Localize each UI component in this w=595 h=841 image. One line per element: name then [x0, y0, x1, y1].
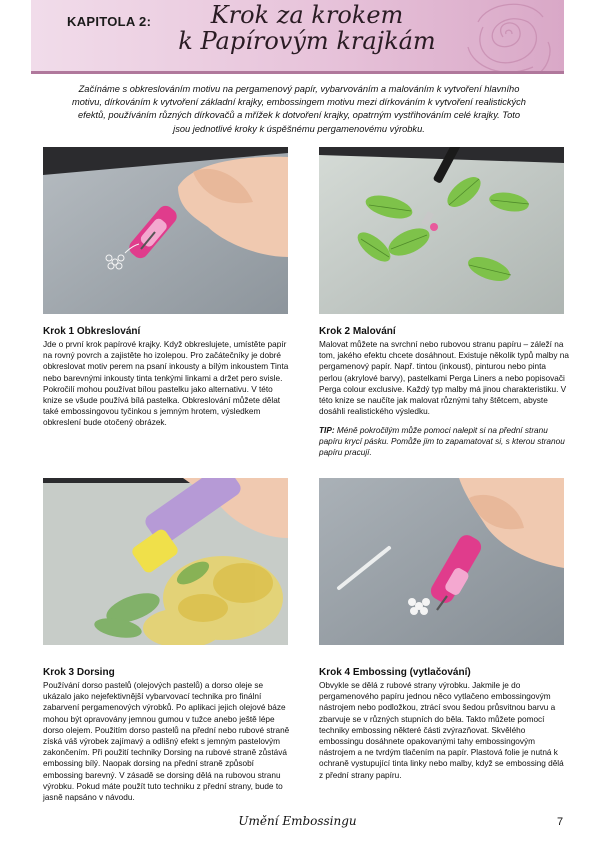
- step1-title: Krok 1 Obkreslování: [43, 326, 141, 337]
- step1-photo: [43, 147, 288, 314]
- step2-title: Krok 2 Malování: [319, 326, 396, 337]
- tip-text: Méně pokročilým může pomoci nalepit si na přední stranu papíru krycí pásku. Pomůže jim to zapamatovat si, s kterou stranou papíru pracují.: [319, 426, 565, 458]
- intro-paragraph: Začínáme s obkreslováním motivu na pergamenový papír, vybarvováním a malováním k vytvoření hlavního motivu, dírkováním k vytvoření základní krajky, embossingem motivu mezi dírkováním k vytvoření realistických efektů, používáním různých dírkovačů a mřížek k dotvoření krajky, opatrným vystřihováním celé krajky. Toto jsou jednotlivé kroky k úspěšnému pergamenovému výrobku.: [72, 84, 526, 134]
- footer-book-title: Umění Embossingu: [238, 814, 357, 828]
- step4-block: [319, 667, 569, 781]
- step2-text: Malovat můžete na svrchní nebo rubovou stranu papíru – záleží na tom, jakého efektu chcete dosáhnout. Existuje několik typů malby na pergamenový papír. Např. tintou (inkoust), pinturou nebo pinta perlou (akrylové barvy), pastelkami Perga Liners a nebo popisovači Perga colour exclusive. Každý typ malby má jinou charakteristiku. V této knize se naučíte jak malovat různými tahy štětcem, abyste dosáhli realistického výsledku.: [319, 340, 569, 417]
- rose-decoration-icon: [448, 0, 558, 74]
- chapter-header-banner: [31, 0, 564, 74]
- step1-text: Jde o první krok papírové krajky. Když obkreslujete, umístěte papír na rovný povrch a zajistěte ho izolepou. Pro začátečníky je dobré obkreslovat motiv perem na psaní inkousty a bílým inkoustem Tinta nebo barevnými inkousty tinta tenkými linkami a držet pero svisle. Pokročilí mohou používat bílou pastelku jako alternativu. V této knize se všude používá bílá pastelka. Obkreslování můžete dělat také embossingovou tyčinkou s jemným hrotem, výsledkem obkreslení bude otočený obrázek.: [43, 340, 289, 428]
- step3-block: [43, 667, 293, 803]
- step3-title: Krok 3 Dorsing: [43, 667, 115, 678]
- page-number: 7: [557, 816, 564, 828]
- page-footer: [0, 813, 595, 833]
- chapter-title-line2: k Papírovým krajkám: [178, 27, 436, 55]
- step4-title: Krok 4 Embossing (vytlačování): [319, 667, 471, 678]
- step2-block: [319, 326, 569, 417]
- tip-box: [319, 425, 569, 459]
- step4-photo: [319, 478, 564, 645]
- step1-block: [43, 326, 293, 429]
- step3-text: Používání dorso pastelů (olejových pastelů) a dorso oleje se ukázalo jako nejefektivnější vybarvovací technika pro finální zabarvení pergamenových výrobků. Po aplikaci jejich olejové báze mohou být opravovány jemnou gumou v tužce anebo ještě lépe dorso olejem. Použitím dorso pastelů na přední nebo rubové straně získá váš výrobek zajímavý a odlišný efekt s jemným pastelovým zakončením. Při použití techniky Dorsing na rubové straně zůstává embossing bílý. Naopak dorsing na přední straně způsobí embossing barevný. V zásadě se dorsing dělá na rubovou stranu výrobku. Pokud máte použít tuto techniku z přední strany, bude to jasně napsáno v návodu.: [43, 681, 290, 803]
- chapter-label: KAPITOLA 2:: [67, 14, 152, 29]
- step2-photo: [319, 147, 564, 314]
- chapter-title-line1: Krok za krokem: [210, 1, 404, 29]
- chapter-title: [177, 2, 437, 54]
- step3-photo: [43, 478, 288, 645]
- step4-text: Obvykle se dělá z rubové strany výrobku. Jakmile je do pergamenového papíru jednou něco vytlačeno embossingovým nástrojem nebo podložkou, ztrácí svou šedou průsvitnou barvu a zbarvuje se v různých stupních do běla. Takto můžete pomocí techniky embossing některé části zvýrazňovat. Skvělého embossingu dosáhnete opakovanými tahy embossingovým nástrojem a ne tvrdým tlačením na papír. Plastová folie je nutná k ochraně vystupující tinta linky nebo malby, když se embossing dělá z přední strany papíru.: [319, 681, 564, 780]
- tip-label: TIP:: [319, 426, 335, 435]
